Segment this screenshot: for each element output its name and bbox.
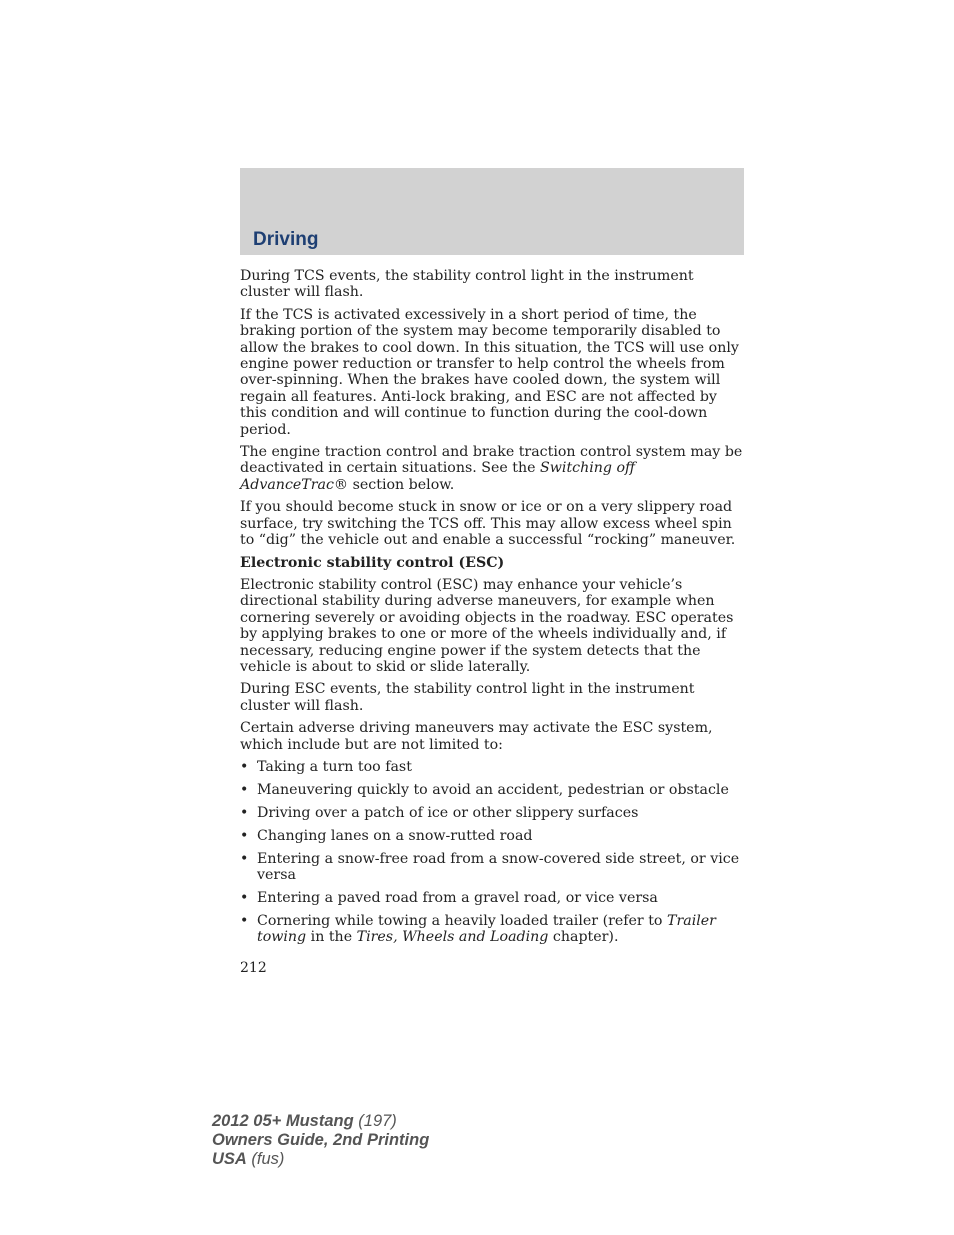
list-item	[240, 782, 746, 798]
footer-model: 2012 05+ Mustang	[212, 1112, 354, 1130]
bullet-list	[240, 759, 746, 946]
paragraph: Certain adverse driving maneuvers may activate the ESC system, which include but are not limited to:	[240, 720, 713, 753]
paragraph: During ESC events, the stability control light in the instrument cluster will flash.	[240, 681, 695, 714]
list-item-text: Entering a snow-free road from a snow-covered side street, or vice versa	[257, 850, 740, 883]
section-title: Driving	[253, 229, 319, 250]
list-item-text: in the	[306, 929, 357, 946]
bullet-marker: •	[240, 781, 249, 798]
bullet-marker: •	[240, 758, 249, 775]
footer-line	[212, 1150, 429, 1169]
list-item-text: Driving over a patch of ice or other slippery surfaces	[257, 804, 639, 821]
page-number: 212	[240, 960, 267, 976]
paragraph: During TCS events, the stability control light in the instrument cluster will flash.	[240, 268, 694, 301]
list-item-text: Cornering while towing a heavily loaded trailer (refer to	[257, 912, 667, 929]
page-content	[240, 268, 746, 952]
footer-model-code: (197)	[353, 1112, 397, 1130]
list-item-text: Changing lanes on a snow-rutted road	[257, 827, 533, 844]
bullet-marker: •	[240, 827, 249, 844]
paragraph-text: section below.	[348, 476, 455, 493]
paragraph: If the TCS is activated excessively in a short period of time, the braking portion of the system may become temporarily disabled to allow the brakes to cool down. In this situation, the TCS will use only engine power reduction or transfer to help control the wheels from over-spinning. When the brakes have cooled down, the system will regain all features. Anti-lock braking, and ESC are not affected by this condition and will continue to function during the cool-down period.	[240, 306, 739, 438]
subheading: Electronic stability control (ESC)	[240, 554, 505, 571]
cross-reference: Tires, Wheels and Loading	[356, 929, 549, 946]
paragraph: If you should become stuck in snow or ice or on a very slippery road surface, try switching the TCS off. This may allow excess wheel spin to “dig” the vehicle out and enable a successful “rocking” maneuver.	[240, 499, 736, 549]
list-item	[240, 851, 746, 884]
bullet-marker: •	[240, 889, 249, 906]
list-item-text: Taking a turn too fast	[257, 758, 412, 775]
document-footer	[212, 1112, 429, 1169]
footer-line: Owners Guide, 2nd Printing	[212, 1131, 430, 1149]
list-item	[240, 913, 746, 946]
bullet-marker: •	[240, 804, 249, 821]
list-item	[240, 805, 746, 821]
footer-line	[212, 1112, 429, 1131]
list-item	[240, 828, 746, 844]
list-item-text: Entering a paved road from a gravel road, or vice versa	[257, 889, 658, 906]
cross-reference: Trailer towing	[257, 912, 716, 946]
list-item	[240, 759, 746, 775]
bullet-marker: •	[240, 850, 249, 867]
paragraph: Electronic stability control (ESC) may enhance your vehicle’s directional stability during adverse maneuvers, for example when cornering severely or avoiding objects in the roadway. ESC operates by applying brakes to one or more of the wheels individually and, if necessary, reducing engine power if the system detects that the vehicle is about to skid or slide laterally.	[240, 576, 734, 675]
paragraph-text: The engine traction control and brake traction control system may be deactivated in certain situations. See the	[240, 444, 743, 477]
cross-reference: Switching off AdvanceTrac®	[240, 460, 636, 493]
list-item	[240, 890, 746, 906]
footer-market-code: (fus)	[246, 1150, 285, 1168]
list-item-text: Maneuvering quickly to avoid an accident, pedestrian or obstacle	[257, 781, 729, 798]
list-item-text: chapter).	[548, 929, 619, 946]
footer-market: USA	[212, 1150, 247, 1168]
bullet-marker: •	[240, 912, 249, 929]
paragraph	[240, 444, 746, 493]
